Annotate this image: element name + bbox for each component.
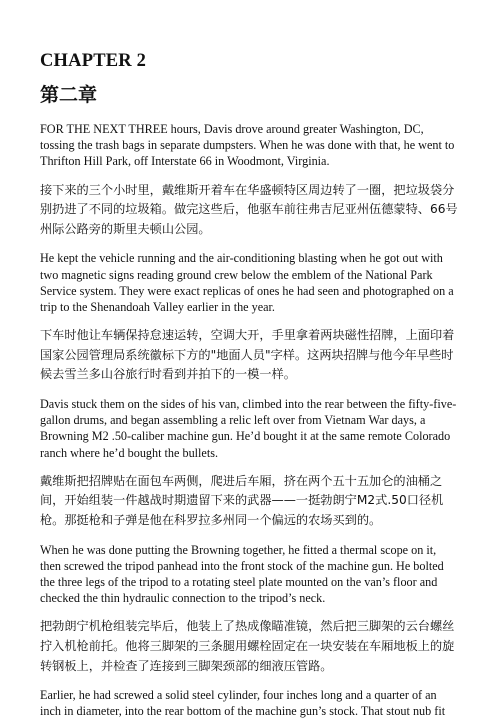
paragraph-zh: 把勃朗宁机枪组装完毕后，他装上了热成像瞄准镜，然后把三脚架的云台螺丝拧入机枪前托。他将三脚架的三条腿用螺栓固定在一块安装在车厢地板上的旋转钢板上，并检查了连接到三脚架颈部的细液压管路。 <box>40 619 455 673</box>
paragraph-en: Earlier, he had screwed a solid steel cylinder, four inches long and a quarter of an inch in diameter, into the rear bottom of the machine gun’s stock. That stout nub fit <box>40 688 446 719</box>
paragraph-en: FOR THE NEXT THREE hours, Davis drove around greater Washington, DC, tossing the trash bags in separate dumpsters. When he was done with that, he went to Thrifton Hill Park, off Interstate 66 in Woodmont, Virginia. <box>40 122 455 169</box>
paragraph-en: Davis stuck them on the sides of his van, climbed into the rear between the fifty-five-gallon drums, and began assembling a relic left over from Vietnam War days, a Browning M2 .50-caliber machine gun. He’d bought it at the same remote Colorado ranch where he’d bought the bullets. <box>40 396 457 460</box>
paragraph-en: When he was done putting the Browning together, he fitted a thermal scope on it, then screwed the tripod panhead into the front stock of the machine gun. He bolted the three legs of the tripod to a rotating steel plate mounted on the van’s floor and checked the thin hydraulic connection to the tripod’s neck. <box>40 542 444 606</box>
chapter-title-zh: 第二章 <box>40 84 98 106</box>
paragraph-zh: 接下来的三个小时里，戴维斯开着车在华盛顿特区周边转了一圈，把垃圾袋分别扔进了不同的垃圾箱。做完这些后，他驱车前往弗吉尼亚州伍德蒙特、66号州际公路旁的斯里夫顿山公园。 <box>40 182 458 236</box>
chapter-title-en: CHAPTER 2 <box>40 51 147 71</box>
paragraph-en: He kept the vehicle running and the air-conditioning blasting when he got out with two magnetic signs reading ground crew below the emblem of the National Park Service system. They were exact replicas of ones he had seen and photographed on a trip to the Shenandoah Valley earlier in the year. <box>40 251 454 314</box>
paragraph-zh: 戴维斯把招牌贴在面包车两侧，爬进后车厢，挤在两个五十五加仑的油桶之间，开始组装一件越战时期遗留下来的武器——一挺勃朗宁M2式.50口径机枪。那挺枪和子弹是他在科罗拉多州同一个偏远的农场买到的。 <box>40 473 444 527</box>
paragraph-zh: 下车时他让车辆保持怠速运转，空调大开，手里拿着两块磁性招牌，上面印着国家公园管理局系统徽标下方的"地面人员"字样。这两块招牌与他今年早些时候去雪兰多山谷旅行时看到并拍下的一模一样。 <box>40 328 455 382</box>
